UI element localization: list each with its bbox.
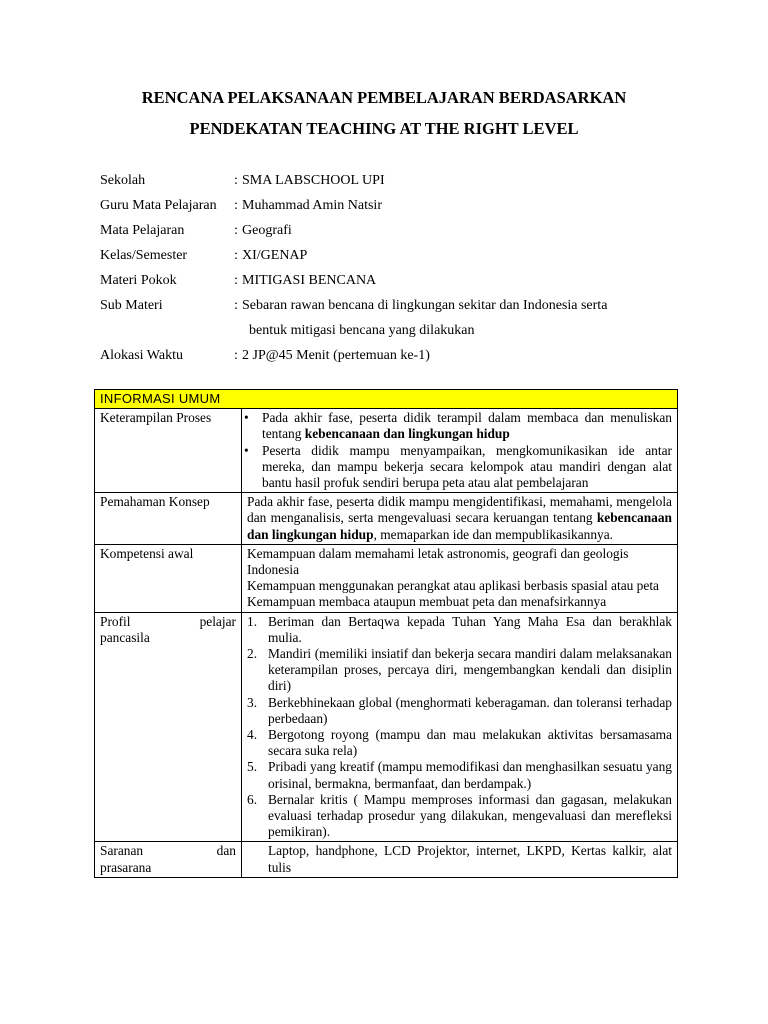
row-content — [242, 493, 678, 545]
meta-separator: : — [234, 298, 238, 313]
list-item — [247, 792, 672, 841]
table-row-keterampilan — [95, 409, 678, 493]
meta-separator: : — [234, 173, 238, 188]
meta-separator: : — [234, 273, 238, 288]
row-label: Keterampilan Proses — [95, 409, 242, 493]
meta-row-alokasi — [100, 345, 680, 370]
item-text: Mandiri (memiliki insiatif dan bekerja secara mandiri dalam melaksanakan keterampilan proses, percaya diri, mengembangkan kendali dan disiplin diri) — [268, 646, 672, 694]
meta-separator: : — [234, 223, 238, 238]
row-label: Kompetensi awal — [95, 544, 242, 612]
meta-value: Muhammad Amin Natsir — [242, 198, 382, 213]
row-label: Pemahaman Konsep — [95, 493, 242, 545]
meta-row-materi — [100, 270, 680, 295]
row-label — [95, 612, 242, 842]
meta-value: Geografi — [242, 223, 292, 238]
table-row-kompetensi — [95, 544, 678, 612]
list-item — [244, 410, 672, 442]
list-item — [247, 695, 672, 727]
document-title-line-2: PENDEKATAN TEACHING AT THE RIGHT LEVEL — [189, 119, 579, 138]
label-word: pelajar — [199, 613, 236, 629]
table-row-saranan — [95, 842, 678, 877]
meta-value: SMA LABSCHOOL UPI — [242, 173, 385, 188]
meta-label: Mata Pelajaran — [100, 223, 185, 238]
item-text: Peserta didik mampu menyampaikan, mengkomunikasikan ide antar mereka, dan mampu bekerja secara kelompok atau mandiri dengan alat bantu hasil profuk sendiri berupa peta atau alat pembelajaran — [262, 442, 672, 491]
content-line: Kemampuan menggunakan perangkat atau aplikasi berbasis spasial atau peta — [247, 578, 659, 594]
numbered-list — [247, 614, 672, 841]
label-word: pancasila — [100, 629, 150, 645]
meta-value: XI/GENAP — [242, 248, 308, 263]
meta-row-kelas — [100, 245, 680, 270]
meta-value: Sebaran rawan bencana di lingkungan sekitar dan Indonesia serta — [242, 298, 608, 313]
content-text-bold: kebencanaan dan lingkungan hidup — [247, 510, 672, 542]
document-title-line-1: RENCANA PELAKSANAAN PEMBELAJARAN BERDASARKAN — [141, 88, 627, 107]
row-content — [242, 409, 678, 493]
meta-value-continued: bentuk mitigasi bencana yang dilakukan — [249, 323, 475, 338]
meta-separator: : — [234, 248, 238, 263]
list-item — [247, 614, 672, 646]
item-number: 4. — [247, 727, 258, 743]
item-text: Pada akhir fase, peserta didik terampil dalam membaca dan menuliskan tentang — [262, 410, 672, 442]
meta-label: Sekolah — [100, 173, 146, 188]
content-text: , memaparkan ide dan mempublikasikannya. — [373, 526, 614, 542]
item-text: Berkebhinekaan global (menghormati keberagaman. dan toleransi terhadap perbedaan) — [268, 694, 672, 726]
item-text: Bergotong royong (mampu dan mau melakukan aktivitas bersamasama secara suka rela) — [268, 727, 672, 759]
table-row-pemahaman — [95, 493, 678, 545]
meta-row-sub-materi — [100, 295, 680, 320]
row-label — [95, 842, 242, 877]
list-item — [247, 759, 672, 791]
item-number: 1. — [247, 613, 258, 629]
meta-label: Kelas/Semester — [100, 248, 188, 263]
meta-row-mapel — [100, 220, 680, 245]
informasi-umum-table — [94, 389, 678, 878]
item-text: Beriman dan Bertaqwa kepada Tuhan Yang Maha Esa dan berakhlak mulia. — [268, 613, 672, 645]
meta-row-sub-materi-continued — [100, 320, 680, 345]
label-word: dan — [216, 843, 236, 859]
bullet-list — [244, 410, 672, 491]
list-item — [247, 727, 672, 759]
bullet-icon: • — [244, 410, 249, 426]
content-text: Laptop, handphone, LCD Projektor, internet, LKPD, Kertas kalkir, alat tulis — [268, 843, 672, 875]
meta-separator: : — [234, 348, 238, 363]
table-row-profil — [95, 612, 678, 842]
meta-label: Materi Pokok — [100, 273, 177, 288]
meta-label: Sub Materi — [100, 298, 163, 313]
meta-value: 2 JP@45 Menit (pertemuan ke-1) — [242, 348, 430, 363]
row-content — [242, 842, 678, 877]
item-text: Bernalar kritis ( Mampu memproses informasi dan gagasan, melakukan evaluasi terhadap prosedur yang dilakukan, mengevaluasi dan merefleksi pemikiran). — [268, 791, 672, 840]
meta-separator: : — [234, 198, 238, 213]
list-item — [244, 442, 672, 492]
identity-block — [100, 170, 680, 370]
label-word: Profil — [100, 613, 131, 629]
meta-value: MITIGASI BENCANA — [242, 273, 377, 288]
label-word: Saranan — [100, 843, 144, 859]
label-word: prasarana — [100, 859, 152, 875]
meta-label: Alokasi Waktu — [100, 348, 183, 363]
meta-row-sekolah — [100, 170, 680, 195]
row-content — [242, 612, 678, 842]
meta-label: Guru Mata Pelajaran — [100, 198, 217, 213]
row-content — [242, 544, 678, 612]
content-line: Kemampuan membaca ataupun membuat peta dan menafsirkannya — [247, 594, 607, 610]
item-text: Pribadi yang kreatif (mampu memodifikasi dan menghasilkan sesuatu yang orisinal, bermakna, bermanfaat, dan berdampak.) — [268, 759, 672, 791]
item-number: 6. — [247, 791, 258, 807]
table-header-informasi-umum: INFORMASI UMUM — [95, 390, 678, 409]
content-text: Pada akhir fase, peserta didik mampu mengidentifikasi, memahami, mengelola dan menganalisis, serta mengevaluasi secara keruangan tentang — [247, 494, 672, 526]
table-header-row — [95, 390, 678, 409]
item-number: 2. — [247, 646, 258, 662]
item-text-bold: kebencanaan dan lingkungan hidup — [304, 426, 510, 442]
meta-row-guru — [100, 195, 680, 220]
bullet-icon: • — [244, 442, 249, 458]
list-item — [247, 646, 672, 695]
content-line: Kemampuan dalam memahami letak astronomis, geografi dan geologis Indonesia — [247, 545, 629, 578]
item-number: 5. — [247, 759, 258, 775]
item-number: 3. — [247, 694, 258, 710]
